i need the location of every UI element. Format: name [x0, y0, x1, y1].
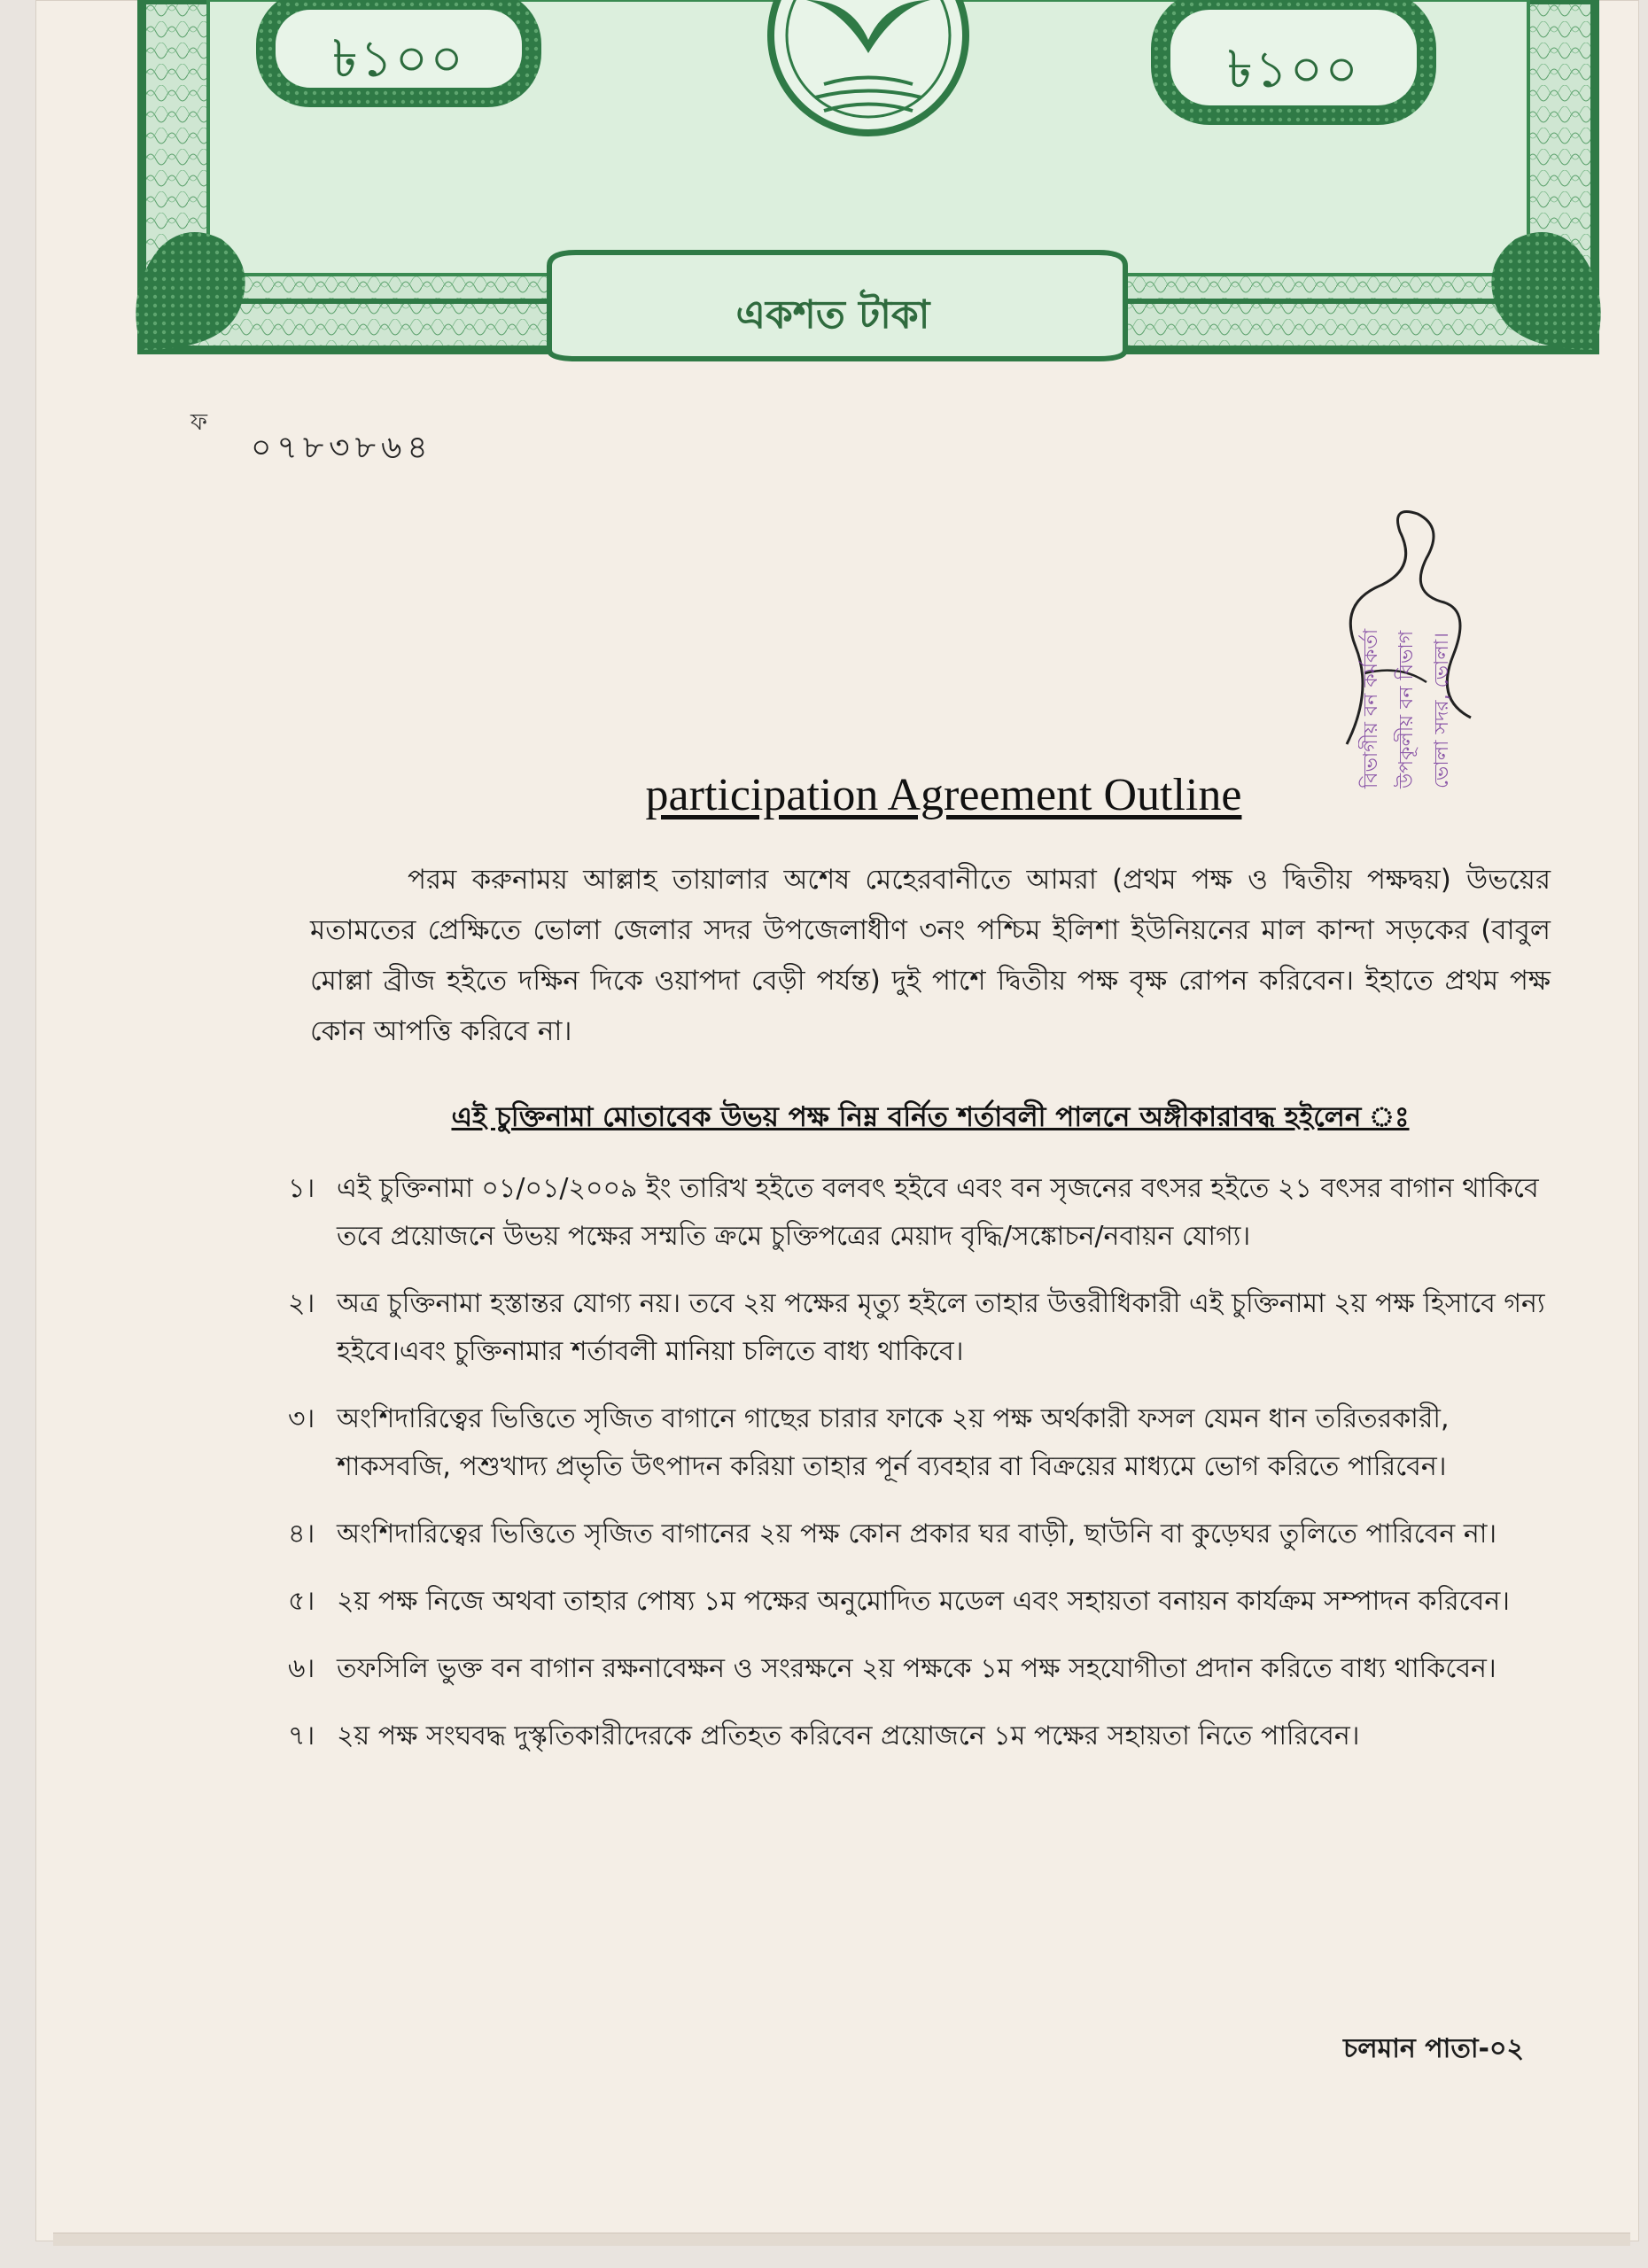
clause-item — [288, 1713, 1555, 1760]
clause-number: ৩। — [288, 1403, 315, 1434]
stamp-value-left: ৳১০০ — [332, 28, 465, 89]
seal-line: বিভাগীয় বন কর্মকর্তা — [1360, 628, 1382, 788]
clause-list — [288, 1165, 1555, 1780]
stamp-value-right: ৳১০০ — [1227, 39, 1360, 99]
clause-item — [288, 1578, 1555, 1626]
clause-number: ২। — [288, 1288, 315, 1319]
document-title: participation Agreement Outline — [645, 770, 1242, 820]
clause-number: ৬। — [288, 1653, 315, 1684]
official-seal — [1338, 470, 1542, 797]
seal-line: উপকূলীয় বন বিভাগ — [1395, 630, 1418, 788]
clause-item — [288, 1511, 1555, 1558]
seal-line: ভোলা সদর, ভোলা। — [1431, 633, 1453, 788]
clause-text: তফসিলি ভুক্ত বন বাগান রক্ষনাবেক্ষন ও সংরক্ষনে ২য় পক্ষকে ১ম পক্ষ সহযোগীতা প্রদান করিতে বাধ্য থাকিবেন। — [337, 1653, 1496, 1684]
clause-text: অত্র চুক্তিনামা হস্তান্তর যোগ্য নয়। তবে ২য় পক্ষের মৃত্যু হইলে তাহার উত্তরীধিকারী এই চুক্তিনামা ২য় পক্ষ হিসাবে গন্য হইবে।এবং চুক্তিনামার শর্তাবলী মানিয়া চলিতে বাধ্য থাকিবে। — [337, 1288, 1545, 1367]
clause-item — [288, 1645, 1555, 1693]
clause-text: ২য় পক্ষ নিজে অথবা তাহার পোষ্য ১ম পক্ষের অনুমোদিত মডেল এবং সহায়তা বনায়ন কার্যক্রম সম্পাদন করিবেন। — [337, 1586, 1510, 1617]
clause-item — [288, 1165, 1555, 1261]
form-mark: ফ — [190, 409, 208, 436]
clause-number: ৫। — [288, 1586, 315, 1617]
clause-item — [288, 1280, 1555, 1376]
clause-number: ৭। — [288, 1720, 315, 1751]
clause-text: ২য় পক্ষ সংঘবদ্ধ দুস্কৃতিকারীদেরকে প্রতিহত করিবেন প্রয়োজনে ১ম পক্ষের সহায়তা নিতে পারিবেন। — [337, 1720, 1360, 1751]
clause-number: ৪। — [288, 1518, 315, 1550]
paper-underlying-edge — [53, 2233, 1630, 2246]
stamp-serial-number: ০৭৮৩৮৬৪ — [251, 430, 433, 466]
terms-heading: এই চুক্তিনামা মোতাবেক উভয় পক্ষ নিম্ন বর্নিত শর্তাবলী পালনে অঙ্গীকারাবদ্ধ হইলেন ঃ — [451, 1101, 1410, 1133]
clause-text: এই চুক্তিনামা ০১/০১/২০০৯ ইং তারিখ হইতে বলবৎ হইবে এবং বন সৃজনের বৎসর হইতে ২১ বৎসর বাগান থাকিবে তবে প্রয়োজনে উভয় পক্ষের সম্মতি ক্রমে চুক্তিপত্রের মেয়াদ বৃদ্ধি/সঙ্কোচন/নবায়ন যোগ্য। — [337, 1173, 1539, 1252]
clause-text: অংশিদারিত্বের ভিত্তিতে সৃজিত বাগানে গাছের চারার ফাকে ২য় পক্ষ অর্থকারী ফসল যেমন ধান তরিতরকারী, শাকসবজি, পশুখাদ্য প্রভৃতি উৎপাদন করিয়া তাহার পূর্ন ব্যবহার বা বিক্রয়ের মাধ্যমে ভোগ করিতে পারিবেন। — [337, 1403, 1450, 1482]
stamp-amount-words: একশত টাকা — [735, 292, 930, 338]
intro-paragraph: পরম করুনাময় আল্লাহ তায়ালার অশেষ মেহেরবানীতে আমরা (প্রথম পক্ষ ও দ্বিতীয় পক্ষদ্বয়) উভয়ের মতামতের প্রেক্ষিতে ভোলা জেলার সদর উপজেলাধীণ ৩নং পশ্চিম ইলিশা ইউনিয়নের মাল কান্দা সড়কের (বাবুল মোল্লা ব্রীজ হইতে দক্ষিন দিকে ওয়াপদা বেড়ী পর্যন্ত) দুই পাশে দ্বিতীয় পক্ষ বৃক্ষ রোপন করিবেন। ইহাতে প্রথম পক্ষ কোন আপত্তি করিবে না। — [310, 864, 1551, 1047]
stamp-banner — [124, 0, 1613, 372]
clause-text: অংশিদারিত্বের ভিত্তিতে সৃজিত বাগানের ২য় পক্ষ কোন প্রকার ঘর বাড়ী, ছাউনি বা কুড়েঘর তুলিতে পারিবেন না। — [337, 1518, 1497, 1550]
clause-number: ১। — [288, 1173, 315, 1204]
continued-page-note: চলমান পাতা-০২ — [1343, 2033, 1524, 2064]
clause-item — [288, 1395, 1555, 1491]
